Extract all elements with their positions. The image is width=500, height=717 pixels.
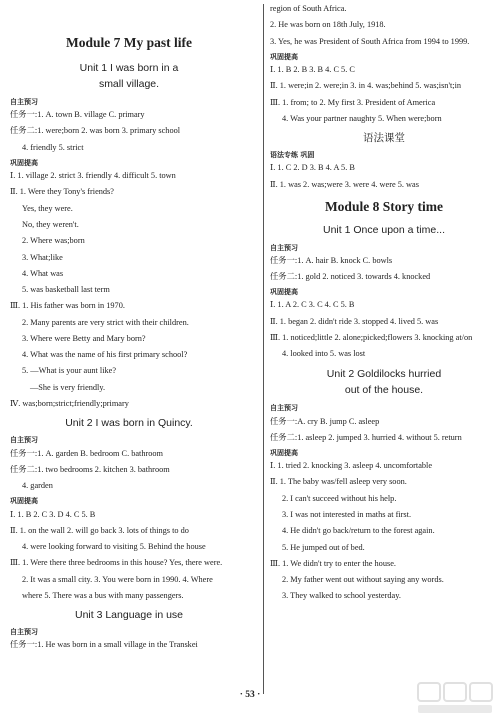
section-consolidate: 巩固提高 [270,52,298,61]
unit-1-title-line2: small village. [98,77,160,90]
section-consolidate: 巩固提高 [10,159,38,168]
answer-line: 2. He was born on 18th July, 1918. [270,20,386,30]
answer-line: 4. were looking forward to visiting 5. Behind the house [22,542,206,552]
answer-line: Ⅰ. 1. B 2. C 3. D 4. C 5. B [10,509,96,519]
section-preview: 自主预习 [10,436,38,445]
answer-line: 任务一:A. cry B. jump C. asleep [270,416,380,426]
unit-1-title [10,60,248,93]
answer-line: 任务一:1. He was born in a small village in the Transkei [10,640,198,650]
unit-3-title: Unit 3 Language in use [75,608,183,621]
answer-line: Ⅱ. 1. Were they Tony's friends? [10,187,114,197]
answer-line: Ⅲ. 1. We didn't try to enter the house. [270,558,396,568]
watermark-logo-icon [416,681,496,715]
answer-line: Ⅲ. 1. His father was born in 1970. [10,301,125,311]
answer-line: Ⅱ. 1. was 2. was;were 3. were 4. were 5. was [270,179,419,189]
right-column [270,4,498,608]
section-preview: 自主预习 [270,243,298,252]
answer-line: 4. friendly 5. strict [22,142,84,152]
answer-line: 2. Where was;born [22,236,85,246]
answer-line: 4. What was [22,268,64,278]
answer-line: where 5. There was a bus with many passengers. [22,590,184,600]
answer-line: 任务一:1. A. town B. village C. primary [10,110,145,120]
answer-line: No, they weren't. [22,219,79,229]
answer-line: 任务二:1. were;born 2. was born 3. primary school [10,126,181,136]
answer-line: Ⅲ. 1. from; to 2. My first 3. President of America [270,97,436,107]
unit-2-title: Unit 2 I was born in Quincy. [65,416,193,429]
answer-line: 2. Many parents are very strict with their children. [22,317,189,327]
answer-line: Ⅱ. 1. were;in 2. were;in 3. in 4. was;behind 5. was;isn't;in [270,81,462,91]
section-preview: 自主预习 [270,404,298,413]
answer-line: 5. —What is your aunt like? [22,366,117,376]
section-preview: 自主预习 [10,98,38,107]
answer-line: Ⅲ. 1. noticed;little 2. alone;picked;flowers 3. knocking at/on [270,332,473,342]
answer-line: Ⅰ. 1. B 2. B 3. B 4. C 5. C [270,64,355,74]
answer-line: 5. He jumped out of bed. [282,542,365,552]
answer-line: Yes, they were. [22,203,73,213]
answer-line: 3. Where were Betty and Mary born? [22,333,146,343]
answer-line: 4. looked into 5. was lost [282,349,366,359]
m8-unit-1-title: Unit 1 Once upon a time... [323,223,445,236]
answer-line: 3. They walked to school yesterday. [282,591,401,601]
answer-line: 4. He didn't go back/return to the forest again. [282,526,435,536]
section-consolidate: 巩固提高 [270,449,298,458]
m8-unit-2-title-line1: Unit 2 Goldilocks hurried [326,367,442,380]
answer-line: 任务二:1. two bedrooms 2. kitchen 3. bathroom [10,464,170,474]
m8-unit-2-title-line2: out of the house. [344,384,424,397]
module-7-title: Module 7 My past life [66,35,192,50]
answer-line: Ⅱ. 1. The baby was/fell asleep very soon. [270,477,407,487]
section-consolidate: 巩固提高 [270,288,298,297]
answer-line: —She is very friendly. [30,382,106,392]
grammar-title: 语法课堂 [363,131,405,144]
answer-line: Ⅰ. 1. village 2. strict 3. friendly 4. difficult 5. town [10,171,176,181]
answer-line: 4. Was your partner naughty 5. When were;born [282,113,442,123]
answer-line: Ⅱ. 1. on the wall 2. will go back 3. lots of things to do [10,525,189,535]
section-consolidate: 巩固提高 [10,497,38,506]
module-8-title: Module 8 Story time [324,199,444,215]
m8-unit-2-title [270,366,498,399]
answer-line: Ⅳ. was;born;strict;friendly;primary [10,399,129,409]
answer-line: 任务一:1. A. garden B. bedroom C. bathroom [10,448,164,458]
answer-line: Ⅰ. 1. C 2. D 3. B 4. A 5. B [270,163,355,173]
page-number: · 53 · [239,690,261,700]
answer-line: region of South Africa. [270,4,347,13]
left-column [10,34,248,657]
answer-line: 任务二:1. asleep 2. jumped 3. hurried 4. without 5. return [270,432,462,442]
answer-line: 3. I was not interested in maths at first. [282,510,412,520]
answer-line: 3. What;like [22,252,63,262]
column-divider [263,4,264,694]
answer-line: Ⅰ. 1. tried 2. knocking 3. asleep 4. uncomfortable [270,461,433,471]
answer-line: 2. My father went out without saying any words. [282,575,444,585]
answer-line: 4. What was the name of his first primary school? [22,350,188,360]
answer-line: Ⅰ. 1. A 2. C 3. C 4. C 5. B [270,300,355,310]
section-preview: 自主预习 [10,628,38,637]
answer-line: Ⅱ. 1. began 2. didn't ride 3. stopped 4. lived 5. was [270,316,439,326]
answer-line: 4. garden [22,481,53,491]
answer-line: 2. I can't succeed without his help. [282,493,397,503]
answer-line: 任务二:1. gold 2. noticed 3. towards 4. knocked [270,271,431,281]
answer-line: Ⅲ. 1. Were there three bedrooms in this house? Yes, there were. [10,558,223,568]
answer-line: 2. It was a small city. 3. You were born in 1990. 4. Where [22,574,213,584]
section-grammar: 语法专练 巩固 [270,151,315,160]
unit-1-title-line1: Unit 1 I was born in a [79,61,179,74]
answer-line: 3. Yes, he was President of South Africa from 1994 to 1999. [270,36,470,46]
answer-line: 5. was basketball last term [22,285,110,295]
answer-line: 任务一:1. A. hair B. knock C. bowls [270,255,393,265]
